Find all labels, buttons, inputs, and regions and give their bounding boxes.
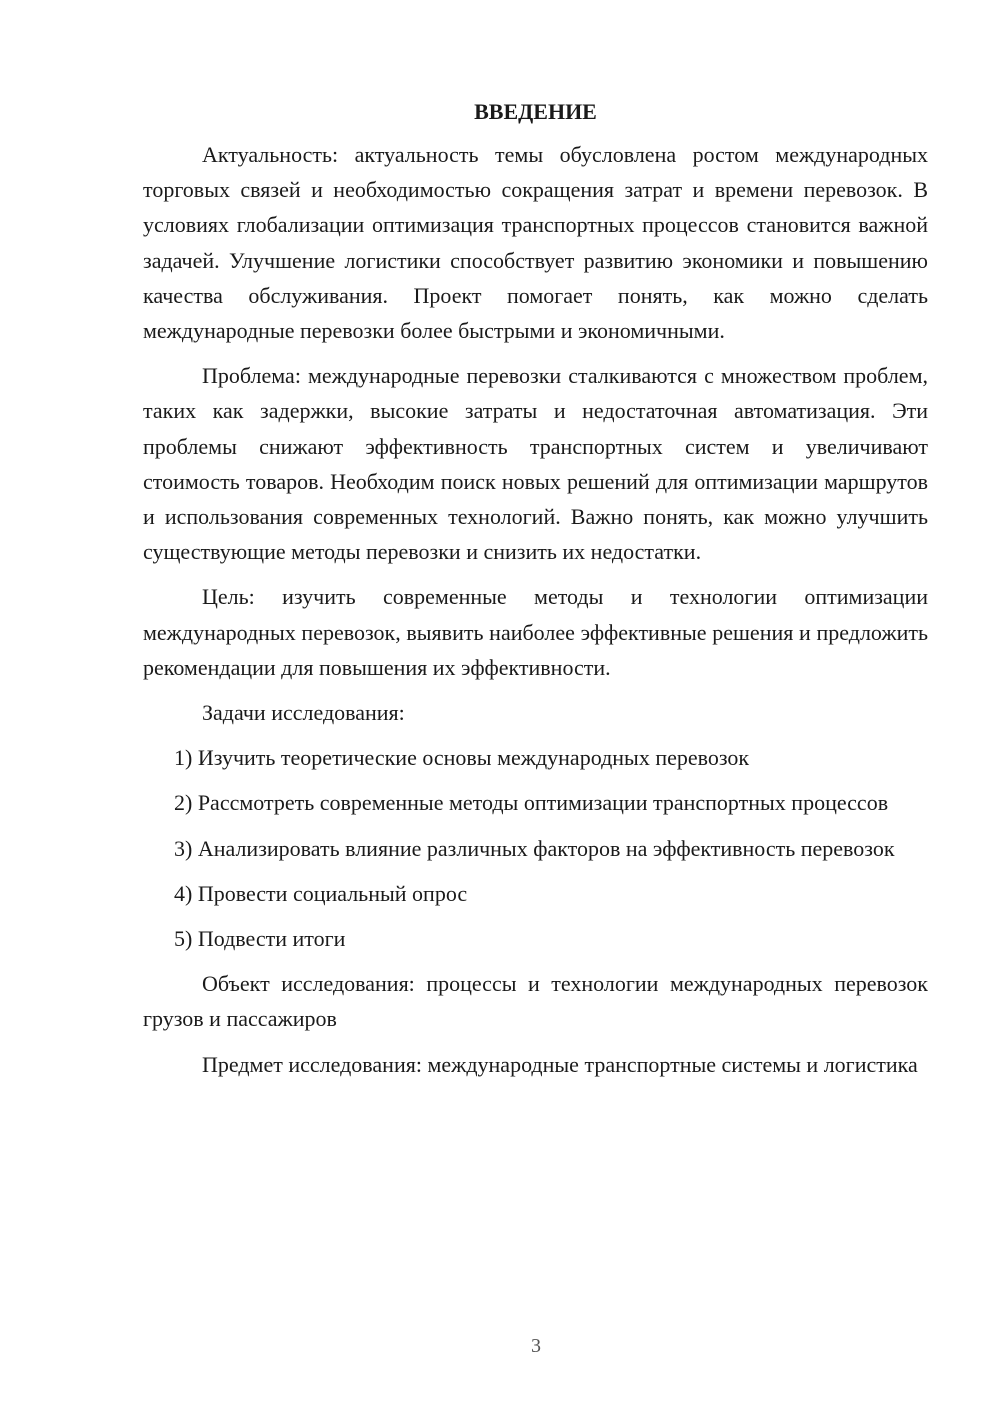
page-number: 3 — [531, 1335, 541, 1357]
task-item-1: 1) Изучить теоретические основы международных перевозок — [174, 745, 750, 771]
subject-paragraph: Предмет исследования: международные транспортные системы и логистика — [202, 1051, 918, 1077]
tasks-title: Задачи исследования: — [202, 700, 405, 726]
goal-paragraph: Цель: изучить современные методы и технологии оптимизации международных перевозок, выявить наиболее эффективные решения и предложить рекомендации для повышения их эффективности. — [143, 584, 928, 680]
task-item-2: 2) Рассмотреть современные методы оптимизации транспортных процессов — [174, 790, 889, 816]
task-item-3: 3) Анализировать влияние различных факторов на эффективность перевозок — [174, 835, 895, 861]
task-item-4: 4) Провести социальный опрос — [174, 880, 468, 906]
page-content — [143, 94, 928, 1092]
object-paragraph: Объект исследования: процессы и технологии международных перевозок грузов и пассажиров — [143, 971, 928, 1032]
relevance-paragraph: Актуальность: актуальность темы обусловлена ростом международных торговых связей и необходимостью сокращения затрат и времени перевозок. В условиях глобализации оптимизация транспортных процессов становится важной задачей. Улучшение логистики способствует развитию экономики и повышению качества обслуживания. Проект помогает понять, как можно сделать международные перевозки более быстрыми и экономичными. — [143, 142, 928, 344]
section-heading: ВВЕДЕНИЕ — [474, 99, 597, 124]
problem-paragraph: Проблема: международные перевозки сталкиваются с множеством проблем, таких как задержки, высокие затраты и недостаточная автоматизация. Эти проблемы снижают эффективность транспортных систем и увеличивают стоимость товаров. Необходим поиск новых решений для оптимизации маршрутов и использования современных технологий. Важно понять, как можно улучшить существующие методы перевозки и снизить их недостатки. — [143, 363, 928, 565]
task-item-5: 5) Подвести итоги — [174, 926, 346, 952]
